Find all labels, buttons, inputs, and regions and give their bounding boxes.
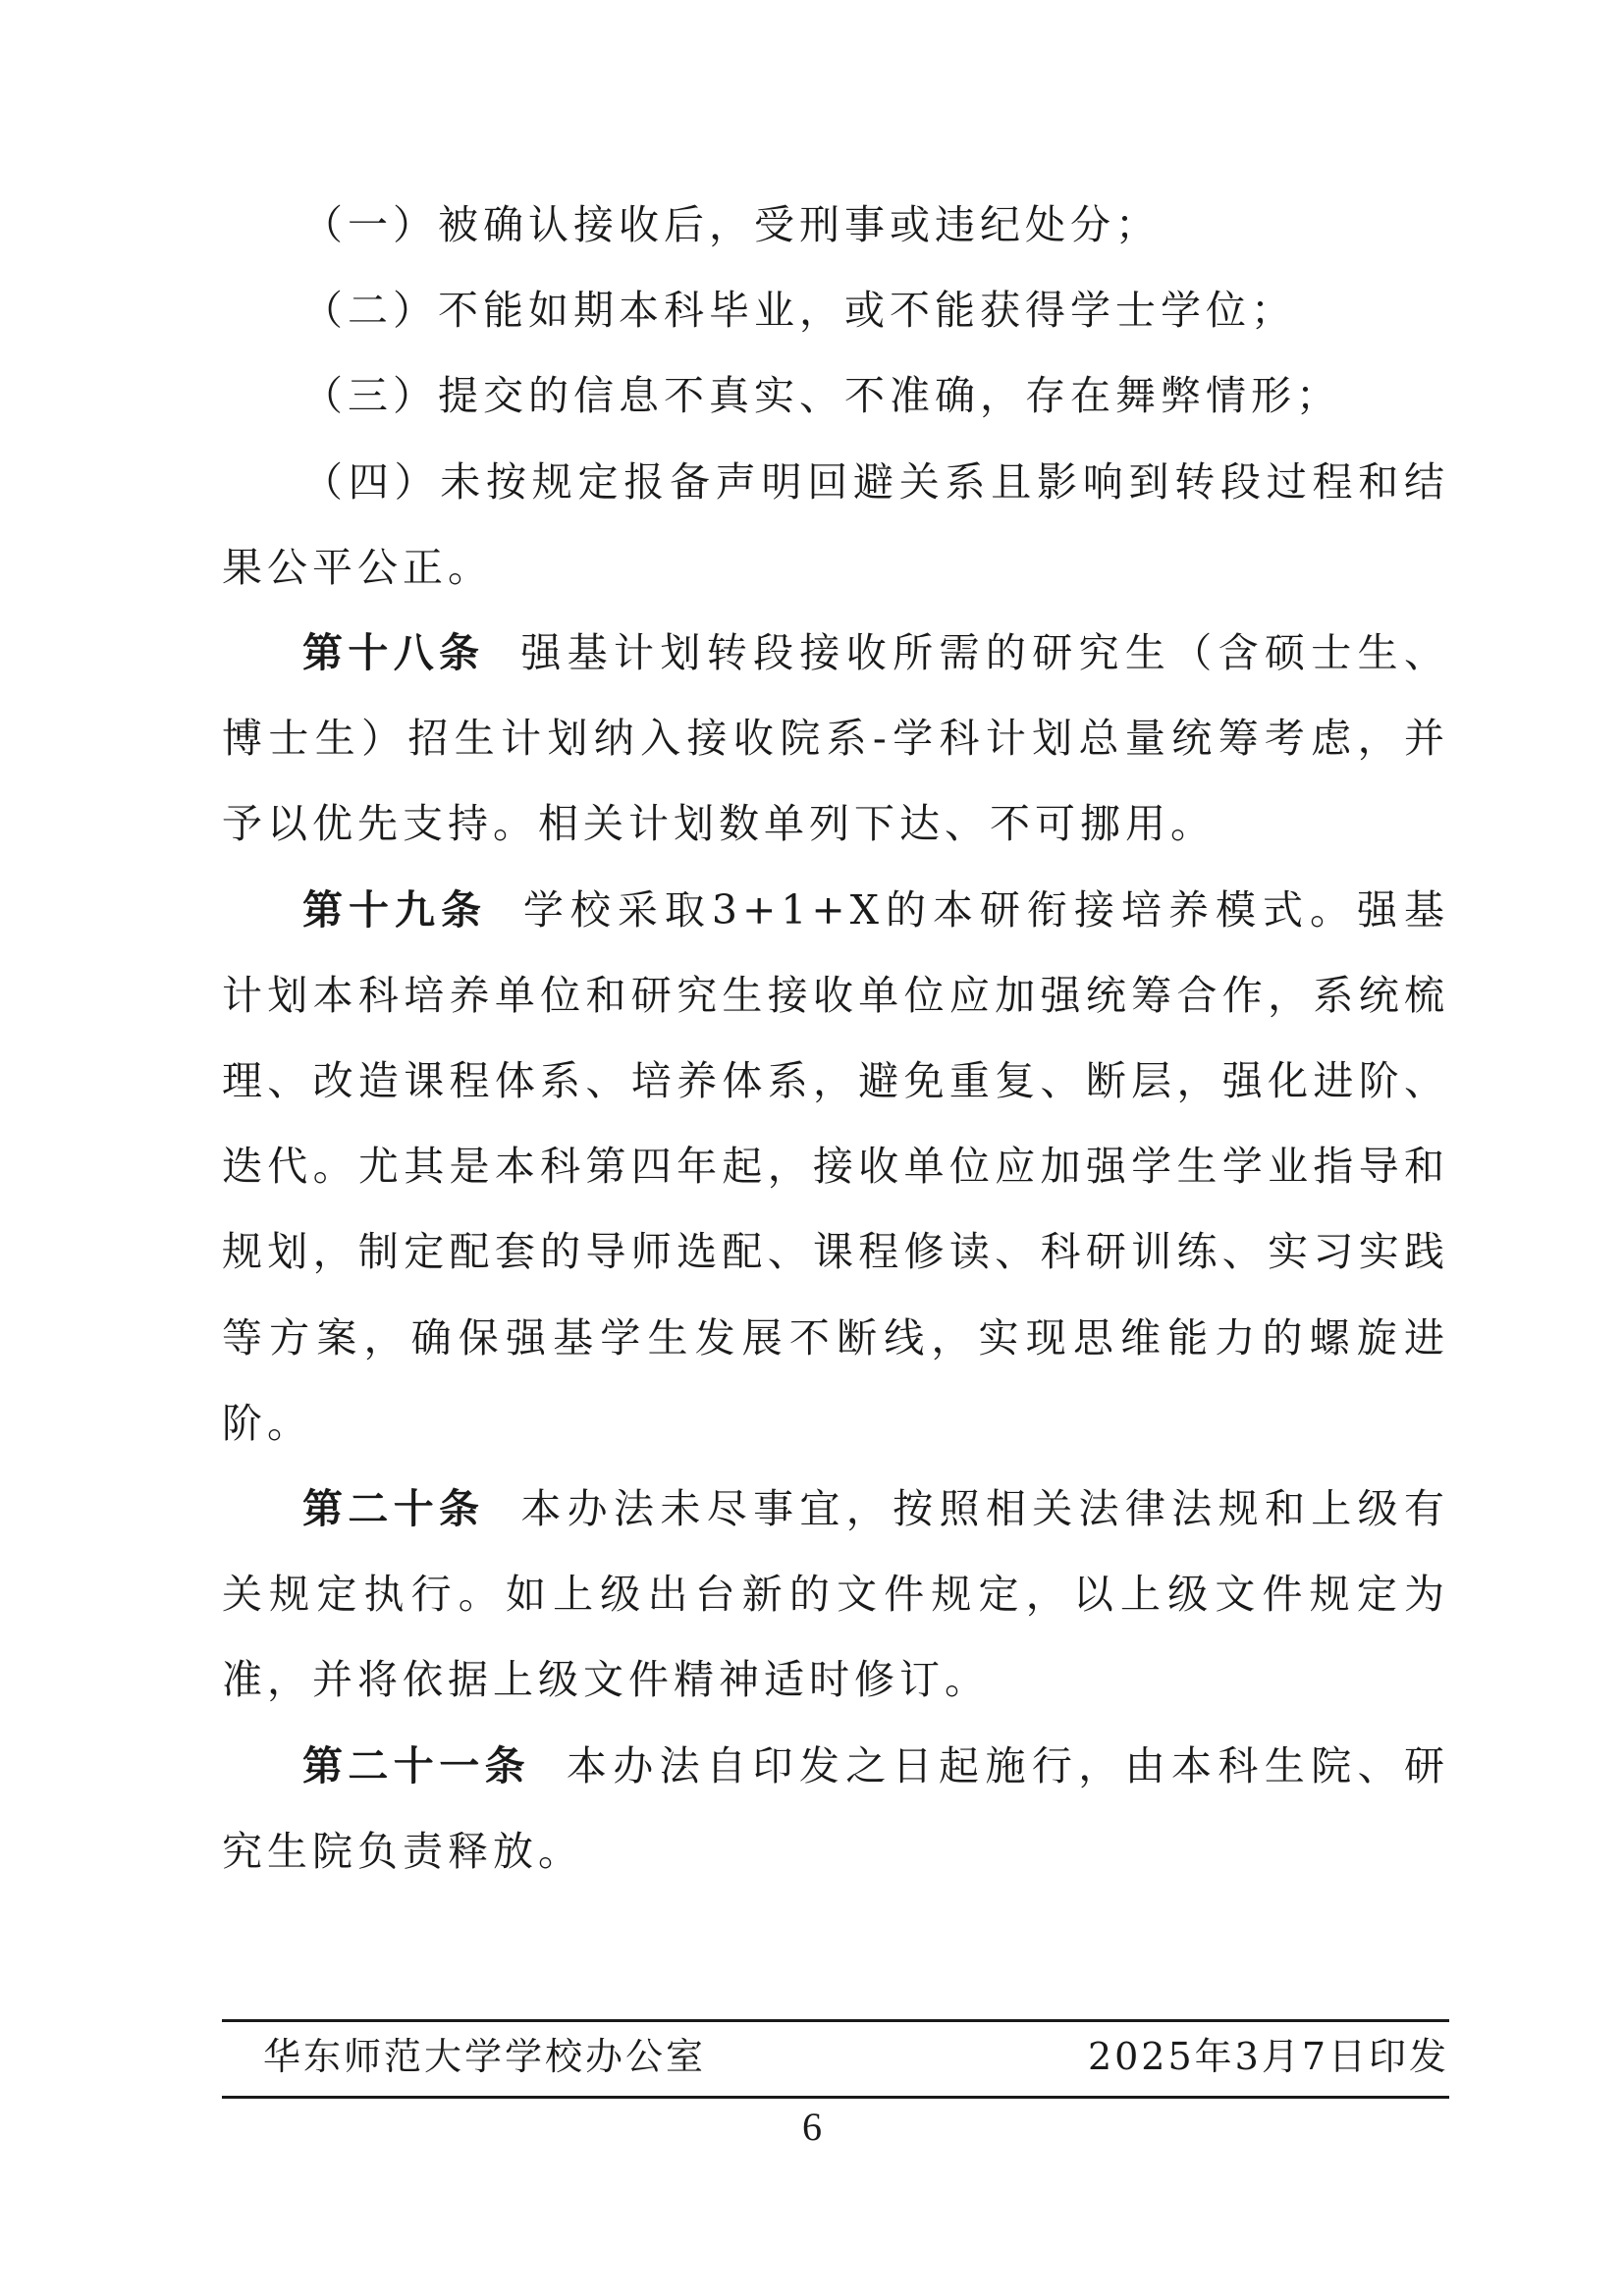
article-19-heading: 第十九条 xyxy=(302,885,488,934)
article-21-text: 本办法自印发之日起施行，由本科生院、研究生院负责释放。 xyxy=(222,1741,1450,1875)
page-number: 6 xyxy=(802,2105,822,2149)
article-20-heading: 第二十条 xyxy=(302,1485,485,1533)
clause-item-1: （一）被确认接收后，受刑事或违纪处分； xyxy=(302,201,1161,248)
clause-item-3: （三）提交的信息不真实、不准确，存在舞弊情形； xyxy=(302,372,1341,420)
footer-issue-date: 2025年3月7日印发 xyxy=(1087,2035,1449,2078)
footer-issuer: 华东师范大学学校办公室 xyxy=(263,2035,707,2078)
article-21 xyxy=(222,1724,1449,1895)
article-20-text: 本办法未尽事宜，按照相关法律法规和上级有关规定执行。如上级出台新的文件规定，以上级文件规定为准，并将依据上级文件精神适时修订。 xyxy=(222,1485,1450,1704)
article-18-text: 强基计划转段接收所需的研究生（含硕士生、博士生）招生计划纳入接收院系-学科计划总量统筹考虑，并予以优先支持。相关计划数单列下达、不可挪用。 xyxy=(222,629,1450,848)
footer-top-rule xyxy=(222,2019,1449,2022)
article-20 xyxy=(222,1467,1449,1724)
article-18-heading: 第十八条 xyxy=(302,629,485,677)
article-19-text: 学校采取3+1+X的本研衔接培养模式。强基计划本科培养单位和研究生接收单位应加强统筹合作，系统梳理、改造课程体系、培养体系，避免重复、断层，强化进阶、迭代。尤其是本科第四年起，接收单位应加强学生学业指导和规划，制定配套的导师选配、课程修读、科研训练、实习实践等方案，确保强基学生发展不断线，实现思维能力的螺旋进阶。 xyxy=(222,885,1449,1447)
clause-item-4: （四）未按规定报备声明回避关系且影响到转段过程和结果公平公正。 xyxy=(222,457,1449,591)
article-19 xyxy=(222,868,1449,1467)
body-text xyxy=(222,183,1449,1895)
clause-item-2: （二）不能如期本科毕业，或不能获得学士学位； xyxy=(302,287,1296,335)
article-18 xyxy=(222,611,1449,868)
article-21-heading: 第二十一条 xyxy=(302,1741,530,1789)
